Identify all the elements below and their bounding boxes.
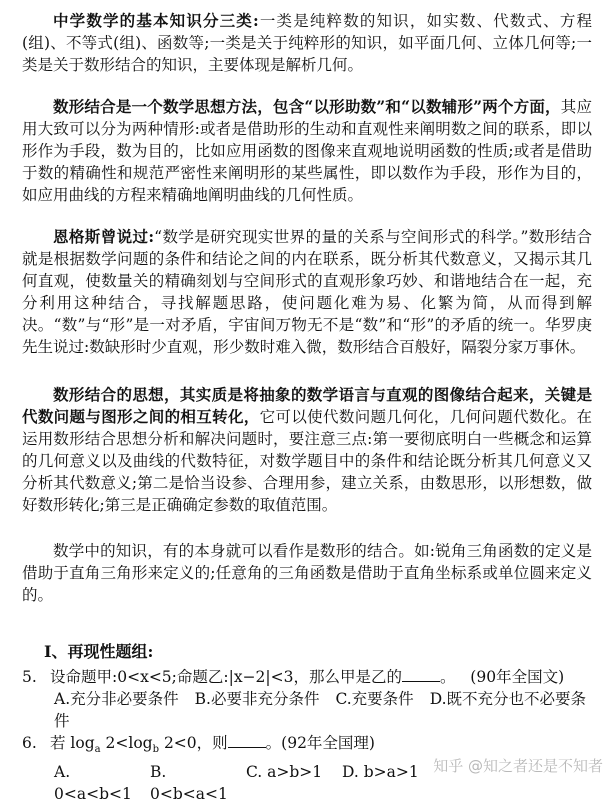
bold-lead: 中学数学的基本知识分三类: (53, 11, 259, 30)
bold-lead: 恩格斯曾说过: (53, 227, 155, 246)
bold-lead: 数形结合是一个数学思想方法，包含“以形助数”和“以数辅形”两个方面， (53, 97, 561, 116)
paragraph-examples (22, 540, 592, 606)
paragraph-text: 它可以使代数问题几何化，几何问题代数化。在运用数形结合思想分析和解决问题时，要注意三点:第一要彻底明白一些概念和运算的几何意义以及曲线的代数特征，对数学题目中的条件和结论既分析其几何意义又分析其代数意义;第二是恰当设参、合理用参，建立关系，由数思形，以形想数，做好数形转化;第三是正确确定参数的取值范围。 (22, 408, 592, 514)
log-base-b: b (152, 744, 160, 756)
bold-lead: 数形结合的思想，其实质是将抽象的数学语言与直观的图像结合起来，关键是代数问题与图形之间的相互转化， (22, 385, 592, 426)
question-5 (22, 666, 592, 688)
option-a: A.充分非必要条件 (54, 690, 179, 708)
option-c: C. a>b>1 (246, 763, 323, 782)
question-number: 5. (22, 668, 37, 686)
zhihu-watermark: 知乎 @知之者还是不知者 (433, 757, 603, 775)
question-stem: 2<log (100, 734, 153, 752)
log-base-a: a (94, 744, 101, 756)
paragraph-engels-quote (22, 226, 592, 358)
question-stem-end: 。 (440, 668, 456, 686)
paragraph-method (22, 96, 592, 206)
question-number: 6. (22, 734, 37, 752)
paragraph-text: 数学中的知识，有的本身就可以看作是数形的结合。如:锐角三角函数的定义是借助于直角三角形来定义的;任意角的三角函数是借助于直角坐标系或单位圆来定义的。 (22, 542, 592, 604)
question-stem: 2<0，则 (159, 734, 228, 752)
question-source: (90年全国文) (470, 668, 565, 686)
option-a: A. 0<a<b<1 (54, 763, 132, 804)
paragraph-text: 一类是纯粹数的知识，如实数、代数式、方程(组)、不等式(组)、函数等;一类是关于纯粹形的知识，如平面几何、立体几何等;一类是关于数形结合的知识，主要体现是解析几何。 (22, 12, 592, 74)
option-d: D. b>a>1 (342, 763, 419, 782)
paragraph-text: “数学是研究现实世界的量的关系与空间形式的科学。”数形结合就是根据数学问题的条件和结论之间的内在联系，既分析其代数意义，又揭示其几何直观，使数量关的精确刻划与空间形式的直观形象巧妙、和谐地结合在一起，充分利用这种结合，寻找解题思路，使问题化难为易、化繁为简，从而得到解决。“数”与“形”是一对矛盾，宇宙间万物无不是“数”和“形”的矛盾的统一。华罗庚先生说过:数缺形时少直观，形少数时难入微，数形结合百般好，隔裂分家万事休。 (22, 228, 592, 356)
paragraph-text: 其应用大致可以分为两种情形:或者是借助形的生动和直观性来阐明数之间的联系，即以形作为手段，数为目的，比如应用函数的图像来直观地说明函数的性质;或者是借助于数的精确性和规范严密性来阐明形的某些属性，即以数作为手段，形作为目的，如应用曲线的方程来精确地阐明曲线的几何性质。 (22, 98, 592, 204)
section-title: Ⅰ、再现性题组: (44, 642, 154, 661)
document-body (22, 10, 592, 805)
option-b: B. 0<b<a<1 (150, 763, 228, 804)
paragraph-essence (22, 384, 592, 516)
paragraph-knowledge-types (22, 10, 592, 76)
answer-blank (228, 733, 266, 748)
question-stem-end: 。(92年全国理) (265, 734, 375, 752)
option-d: D.既不充分也不必要条件 (54, 690, 587, 730)
question-stem: 若 log (50, 734, 95, 752)
option-b: B.必要非充分条件 (194, 690, 320, 708)
option-c: C.充要条件 (335, 690, 414, 708)
question-5-options (22, 688, 592, 732)
question-stem: 设命题甲:0<x<5;命题乙:|x−2|<3，那么甲是乙的 (50, 668, 402, 686)
answer-blank (402, 667, 440, 682)
